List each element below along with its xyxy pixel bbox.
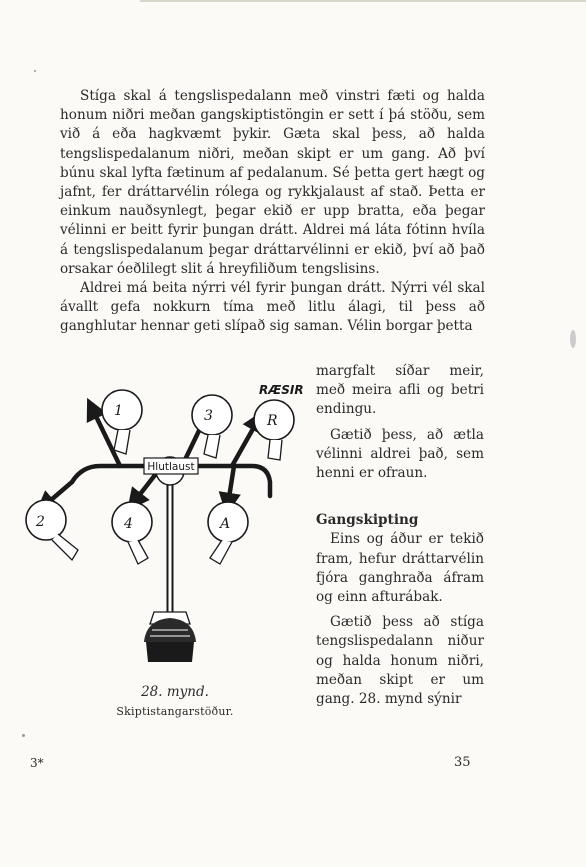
print-speck <box>22 734 25 737</box>
knob-a-label: A <box>220 516 231 532</box>
knob-a <box>208 502 248 564</box>
right-paragraph-1: margfalt síðar meir, með meira afli og betri endingu. <box>316 363 484 418</box>
gear-shift-diagram <box>22 380 312 680</box>
main-text <box>60 87 485 337</box>
gear-shift-figure <box>22 380 312 680</box>
top-edge-line <box>140 0 586 2</box>
knob-4-label: 4 <box>124 516 133 532</box>
knob-3 <box>192 395 232 458</box>
paragraph-clutch: Stíga skal á tengslispedalann með vinstri fæti og halda honum niðri meðan gangskiptistöngin er sett í þá stöðu, sem við á eða hagkvæmt þykir. Gæta skal þess, að halda tengslispedalanum niðri, meðan skipt er um gang. Að því búnu skal lyfta fætinum af pedalanum. Sé þetta gert hægt og jafnt, fer dráttarvélin rólega og rykkjalaust af stað. Þetta er einkum nauðsynlegt, þegar ekið er upp bratta, eða þegar vélinni er beitt fyrir þungan drátt. Aldrei má láta fótinn hvíla á tengslispedalanum þegar dráttarvélinni er ekið, því að það orsakar óeðlilegt slit á hreyfiliðum tengslisins. <box>60 88 485 277</box>
knob-3-label: 3 <box>204 408 213 424</box>
right-paragraph-3: Eins og áður er tekið fram, hefur dráttarvélin fjóra ganghraða áfram og einn afturábak. <box>316 531 484 606</box>
gear-lever <box>144 457 196 662</box>
knob-reverse <box>254 400 294 460</box>
knob-r-label: R <box>267 413 278 429</box>
shift-pattern-lines <box>44 388 270 506</box>
knob-1-label: 1 <box>114 403 123 419</box>
reverse-label: RÆSIR <box>259 383 304 397</box>
signature-mark: 3* <box>30 756 44 770</box>
knob-2-label: 2 <box>36 514 45 530</box>
right-column-text <box>316 362 484 709</box>
page-number: 35 <box>454 755 471 770</box>
section-heading: Gangskipting <box>316 512 419 529</box>
paragraph-new-engine: Aldrei má beita nýrri vél fyrir þungan drátt. Nýrri vél skal ávallt gefa nokkurn tíma með litlu álagi, til þess að ganghlutar hennar geti slípað sig saman. Vélin borgar þetta <box>60 280 485 335</box>
knob-2 <box>26 500 78 560</box>
right-paragraph-4: Gætið þess að stíga tengslispedalann niður og halda honum niðri, meðan skipt er um gang. 28. mynd sýnir <box>316 614 484 708</box>
figure-caption-text: Skiptistangarstöður. <box>116 705 234 718</box>
print-speck <box>34 70 36 72</box>
neutral-label: Hlutlaust <box>147 461 195 473</box>
figure-caption-number: 28. mynd. <box>141 684 209 700</box>
knob-4 <box>112 502 152 564</box>
right-paragraph-2: Gætið þess, að ætla vélinni aldrei það, sem henni er ofraun. <box>316 426 484 482</box>
print-speck <box>570 330 576 348</box>
